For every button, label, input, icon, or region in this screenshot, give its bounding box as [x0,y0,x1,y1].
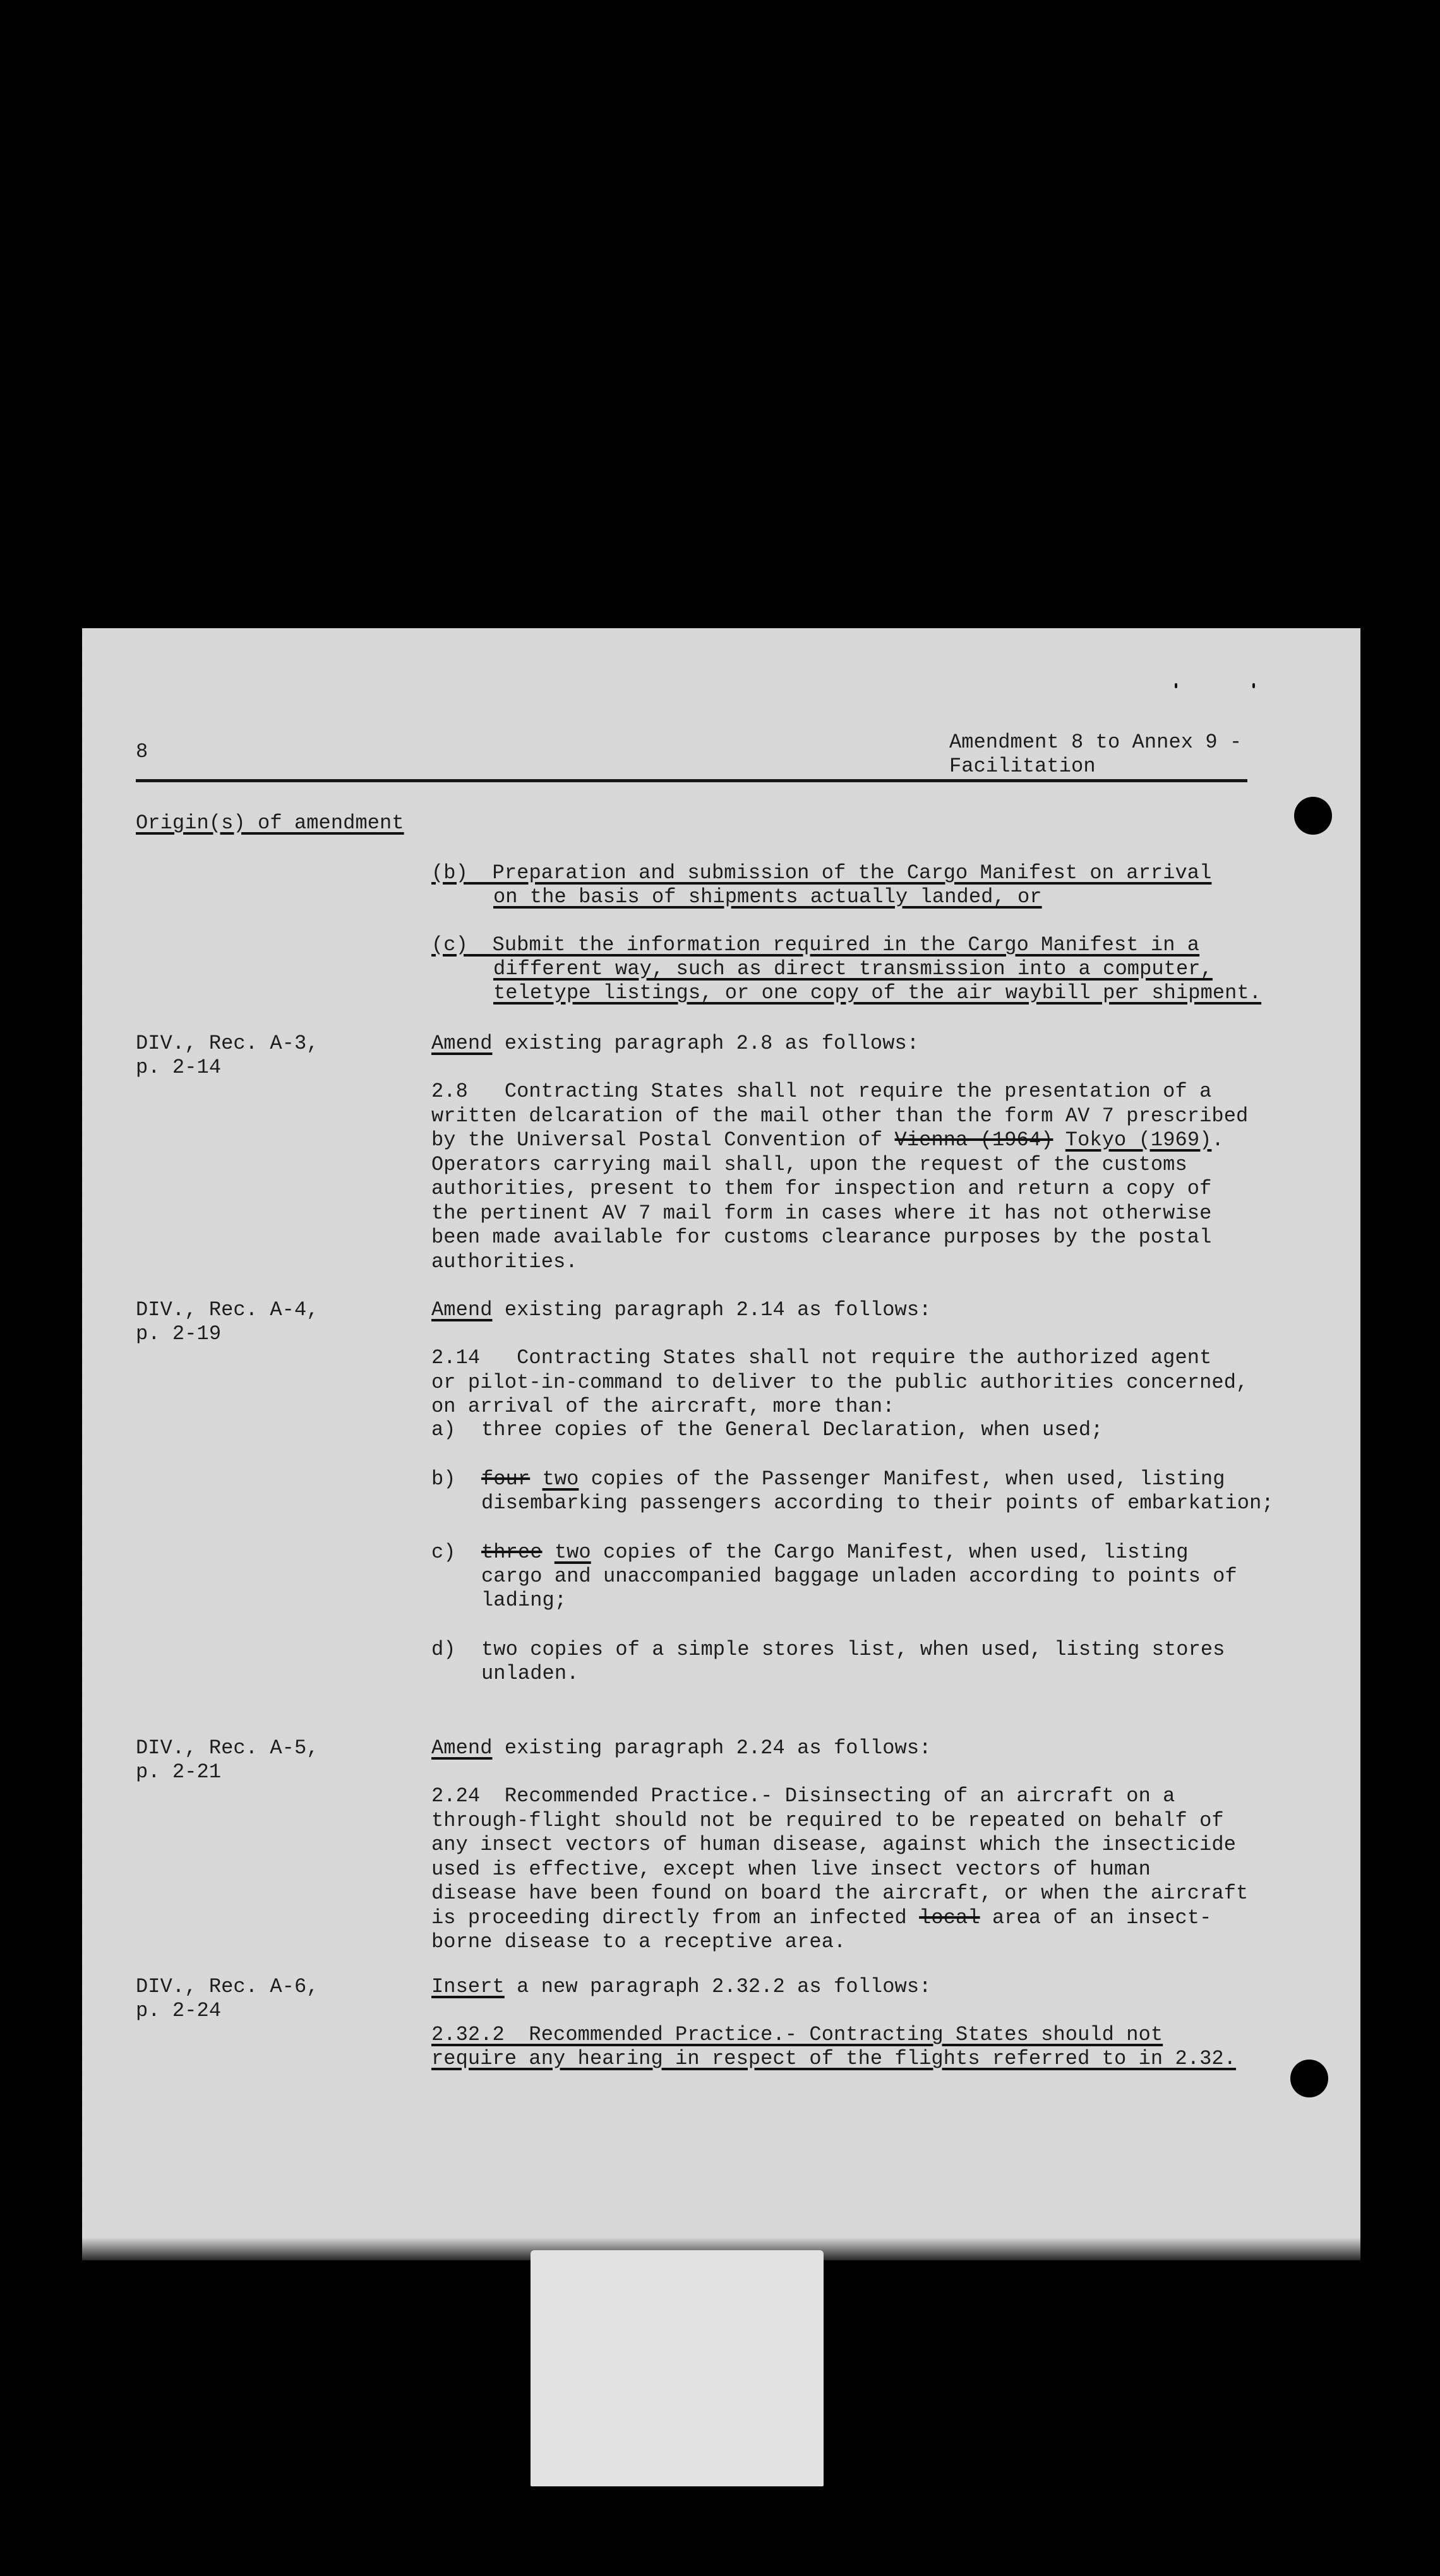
action-a5: Amend [431,1736,493,1760]
instruction-a3-text: existing paragraph 2.8 as follows: [492,1032,920,1055]
para-line [431,1906,1248,1931]
intro-item-c-line1: Submit the information required in the Cargo Manifest in a [492,933,1200,957]
inserted-text: two [542,1467,579,1491]
list-item-d-line2: unladen. [481,1662,579,1685]
punch-hole-bottom [1290,2060,1328,2097]
instruction-a5 [431,1736,931,1761]
action-a6: Insert [431,1975,505,1998]
para-line: authorities, present to them for inspection and return a copy of [431,1177,1212,1200]
instruction-a5-text: existing paragraph 2.24 as follows: [492,1736,932,1760]
instruction-a4 [431,1298,931,1323]
instruction-a6-text: a new paragraph 2.32.2 as follows: [504,1975,932,1998]
para-line: on arrival of the aircraft, more than: [431,1395,895,1418]
paragraph-2-14 [431,1346,1248,1419]
action-a3: Amend [431,1032,493,1055]
deleted-text: three [481,1541,543,1564]
list-text: copies of the Passenger Manifest, when used, listing [579,1467,1225,1491]
list-item-b-label: b) [431,1467,456,1491]
list-item-b-line1 [481,1467,1225,1492]
instruction-a6 [431,1975,931,2000]
para-line: been made available for customs clearance purposes by the postal [431,1225,1212,1249]
para-line: written delcaration of the mail other than the form AV 7 prescribed [431,1104,1249,1128]
list-item-a-label: a) [431,1418,456,1441]
para-text: . [1211,1128,1224,1152]
scan-speck [1175,683,1177,688]
para-line: 2.14 Contracting States shall not require the authorized agent [431,1346,1212,1369]
origin-a5-line1: DIV., Rec. A-5, [136,1736,319,1760]
inserted-text: Tokyo (1969) [1065,1128,1212,1152]
space [1053,1128,1065,1152]
deleted-text: four [481,1467,531,1491]
deleted-text: local [919,1905,980,1929]
intro-item-c-line3: teletype listings, or one copy of the air waybill per shipment. [493,981,1262,1005]
intro-item-b-label: (b) [431,861,468,885]
header-rule [136,779,1247,782]
list-item-c-line3: lading; [481,1589,567,1612]
paragraph-2-24 [431,1784,1248,1955]
origin-a3-line2: p. 2-14 [136,1056,222,1079]
intro-item-b-line1: Preparation and submission of the Cargo Manifest on arrival [492,861,1212,885]
section-heading: Origin(s) of amendment [136,811,404,835]
para-line: 2.8 Contracting States shall not require the presentation of a [431,1080,1212,1103]
inserted-text: two [554,1541,591,1564]
intro-item-c [431,933,1199,958]
origin-a4-line2: p. 2-19 [136,1322,222,1345]
list-item-c-line1 [481,1541,1189,1565]
para-text: is proceeding directly from an infected [431,1905,920,1929]
list-item-b-line2: disembarking passengers according to their points of embarkation; [481,1491,1274,1515]
para-text: by the Universal Postal Convention of [431,1128,895,1152]
para-text: area of an insect- [980,1905,1212,1929]
deleted-text: Vienna (1964) [894,1128,1053,1152]
para-line: authorities. [431,1249,578,1273]
origin-a6-line2: p. 2-24 [136,1999,222,2022]
header-title-line2: Facilitation [949,754,1096,778]
para-line: any insect vectors of human disease, against which the insecticide [431,1833,1237,1856]
paragraph-2-8 [431,1080,1248,1274]
action-a4: Amend [431,1298,493,1321]
para-line: through-flight should not be required to be repeated on behalf of [431,1808,1224,1832]
list-item-d-label: d) [431,1638,456,1661]
para-line: the pertinent AV 7 mail form in cases where it has not otherwise [431,1201,1212,1225]
list-item-a-line1: three copies of the General Declaration, when used; [481,1418,1103,1441]
header-title-line1: Amendment 8 to Annex 9 - [949,730,1242,754]
instruction-a3 [431,1032,919,1056]
paragraph-2-32-2-line1: 2.32.2 Recommended Practice.- Contracting States should not [431,2023,1163,2046]
intro-item-c-line2: different way, such as direct transmission into a computer, [493,957,1213,981]
list-item-d-line1: two copies of a simple stores list, when used, listing stores [481,1638,1225,1661]
blank-card [531,2250,824,2486]
intro-item-b-line2: on the basis of shipments actually landed, or [493,885,1042,909]
list-item-c-line2: cargo and unaccompanied baggage unladen according to points of [481,1565,1237,1588]
para-line [431,1128,1248,1153]
para-line: or pilot-in-command to deliver to the public authorities concerned, [431,1370,1249,1394]
paragraph-2-32-2-line2: require any hearing in respect of the flights referred to in 2.32. [431,2047,1237,2070]
punch-hole-top [1294,797,1332,835]
para-line: used is effective, except when live insect vectors of human [431,1857,1151,1881]
para-line: Operators carrying mail shall, upon the request of the customs [431,1152,1187,1176]
instruction-a4-text: existing paragraph 2.14 as follows: [492,1298,932,1321]
scan-speck [1252,683,1255,688]
para-line: disease have been found on board the aircraft, or when the aircraft [431,1881,1249,1905]
origin-a4-line1: DIV., Rec. A-4, [136,1298,319,1321]
origin-a6-line1: DIV., Rec. A-6, [136,1975,319,1998]
origin-a5-line2: p. 2-21 [136,1760,222,1784]
page-number: 8 [136,740,148,763]
para-line: borne disease to a receptive area. [431,1930,846,1953]
intro-item-b [431,861,1211,886]
list-text: copies of the Cargo Manifest, when used, listing [591,1541,1189,1564]
intro-item-c-label: (c) [431,933,468,957]
origin-a3-line1: DIV., Rec. A-3, [136,1032,319,1055]
list-item-c-label: c) [431,1541,456,1564]
para-line: 2.24 Recommended Practice.- Disinsecting of an aircraft on a [431,1784,1175,1808]
